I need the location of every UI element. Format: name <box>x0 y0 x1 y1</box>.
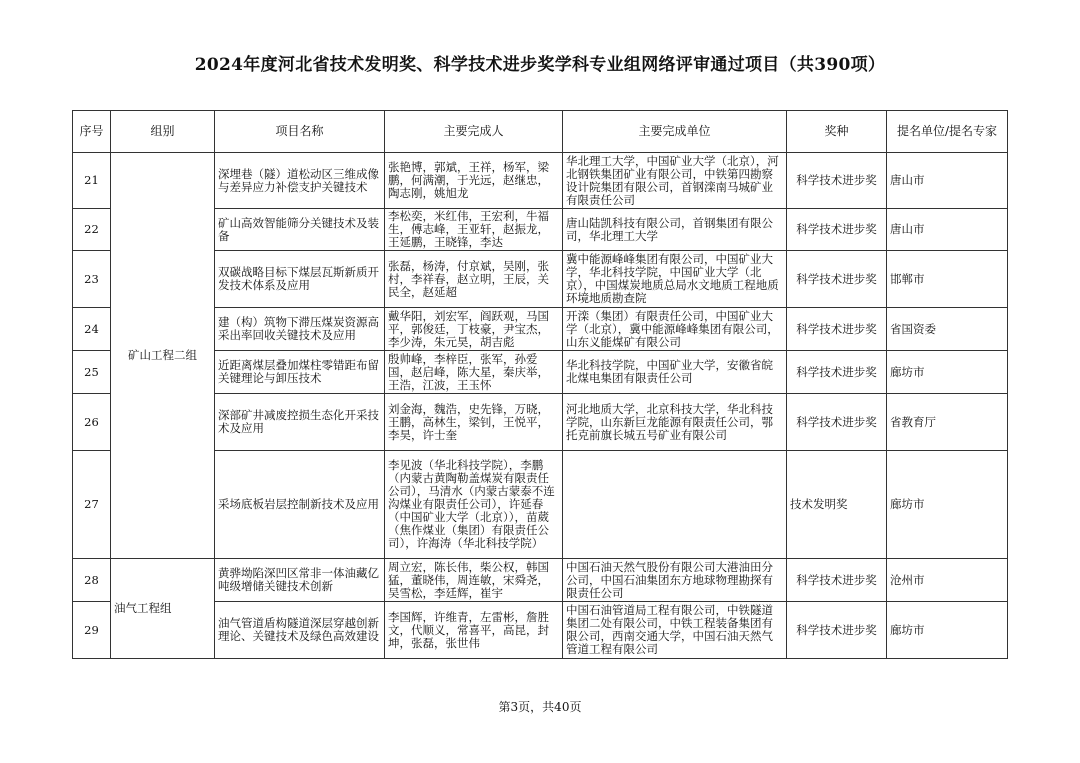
header-award: 奖种 <box>787 111 887 153</box>
row-award: 科学技术进步奖 <box>787 351 887 394</box>
table-row <box>73 153 1008 209</box>
row-award: 科学技术进步奖 <box>787 308 887 351</box>
row-people: 张艳博，郭斌，王祥，杨军，梁鹏，何满潮，于光远，赵继忠，陶志刚，姚旭龙 <box>385 153 563 209</box>
group-cell: 油气工程组 <box>111 559 215 659</box>
row-project: 双碳战略目标下煤层瓦斯新质开发技术体系及应用 <box>215 251 385 308</box>
row-units: 中国石油天然气股份有限公司大港油田分公司，中国石油集团东方地球物理勘探有限责任公司 <box>563 559 787 602</box>
row-project: 黄骅坳陷深凹区常非一体油藏亿吨级增储关键技术创新 <box>215 559 385 602</box>
row-nominator: 沧州市 <box>887 559 1008 602</box>
row-units: 开滦（集团）有限责任公司，中国矿业大学（北京），冀中能源峰峰集团有限公司，山东义能煤矿有限公司 <box>563 308 787 351</box>
table-header-row <box>73 111 1008 153</box>
row-no: 29 <box>73 602 111 659</box>
row-people: 殷帅峰，李梓臣，张军，孙爱国，赵启峰，陈大星，秦庆举，王浩，江波，王玉怀 <box>385 351 563 394</box>
row-units <box>563 451 787 559</box>
table-row <box>73 559 1008 602</box>
row-people: 周立宏，陈长伟，柴公权，韩国猛，董晓伟，周连敏，宋舜尧，吴雪松，李廷辉，崔宇 <box>385 559 563 602</box>
row-units: 中国石油管道局工程有限公司，中铁隧道集团二处有限公司，中铁工程装备集团有限公司，西南交通大学，中国石油天然气管道工程有限公司 <box>563 602 787 659</box>
row-nominator: 唐山市 <box>887 209 1008 251</box>
row-units: 冀中能源峰峰集团有限公司，中国矿业大学，华北科技学院，中国矿业大学（北京），中国煤炭地质总局水文地质工程地质环境地质勘查院 <box>563 251 787 308</box>
row-units: 唐山陆凯科技有限公司，首钢集团有限公司，华北理工大学 <box>563 209 787 251</box>
row-project: 近距离煤层叠加煤柱零错距布留关键理论与卸压技术 <box>215 351 385 394</box>
row-nominator: 邯郸市 <box>887 251 1008 308</box>
row-award: 科学技术进步奖 <box>787 602 887 659</box>
row-award: 科学技术进步奖 <box>787 153 887 209</box>
row-no: 25 <box>73 351 111 394</box>
row-award: 科学技术进步奖 <box>787 251 887 308</box>
row-project: 深埋巷（隧）道松动区三维成像与差异应力补偿支护关键技术 <box>215 153 385 209</box>
row-award: 技术发明奖 <box>787 451 887 559</box>
row-project: 油气管道盾构隧道深层穿越创新理论、关键技术及绿色高效建设 <box>215 602 385 659</box>
row-nominator: 廊坊市 <box>887 602 1008 659</box>
header-project: 项目名称 <box>215 111 385 153</box>
projects-table <box>72 110 1008 659</box>
row-no: 23 <box>73 251 111 308</box>
row-units: 河北地质大学，北京科技大学，华北科技学院，山东新巨龙能源有限责任公司，鄂托克前旗长城五号矿业有限公司 <box>563 394 787 451</box>
row-nominator: 廊坊市 <box>887 451 1008 559</box>
row-nominator: 唐山市 <box>887 153 1008 209</box>
row-project: 矿山高效智能筛分关键技术及装备 <box>215 209 385 251</box>
row-nominator: 省教育厅 <box>887 394 1008 451</box>
row-project: 建（构）筑物下滞压煤炭资源高采出率回收关键技术及应用 <box>215 308 385 351</box>
row-people: 李松奕，米红伟，王宏利，牛福生，傅志峰，王亚轩，赵振龙，王延鹏，王晓锋，李达 <box>385 209 563 251</box>
row-people: 张磊，杨涛，付京斌，吴刚，张村，李祥春，赵立明，王辰，关民全，赵延超 <box>385 251 563 308</box>
row-units: 华北科技学院，中国矿业大学，安徽省皖北煤电集团有限责任公司 <box>563 351 787 394</box>
row-no: 22 <box>73 209 111 251</box>
row-nominator: 省国资委 <box>887 308 1008 351</box>
group-cell: 矿山工程二组 <box>111 153 215 559</box>
row-project: 采场底板岩层控制新技术及应用 <box>215 451 385 559</box>
row-people: 李国辉，许维青，左雷彬，詹胜文，代顺义，常喜平，高昆，封坤，张磊，张世伟 <box>385 602 563 659</box>
header-people: 主要完成人 <box>385 111 563 153</box>
row-no: 26 <box>73 394 111 451</box>
row-award: 科学技术进步奖 <box>787 559 887 602</box>
header-group: 组别 <box>111 111 215 153</box>
row-people: 刘金海，魏浩，史先锋，万晓，王鹏，高林生，梁钊，王悦平，李昊，许士奎 <box>385 394 563 451</box>
row-no: 21 <box>73 153 111 209</box>
header-units: 主要完成单位 <box>563 111 787 153</box>
row-people: 李见波（华北科技学院），李鹏（内蒙古黄陶勒盖煤炭有限责任公司），马清水（内蒙古蒙泰不连沟煤业有限责任公司），许延春（中国矿业大学（北京）），苗葳（焦作煤业（集团）有限责任公司），许海涛（华北科技学院） <box>385 451 563 559</box>
header-no: 序号 <box>73 111 111 153</box>
row-project: 深部矿井减废控损生态化开采技术及应用 <box>215 394 385 451</box>
row-people: 戴华阳，刘宏军，阎跃观，马国平，郭俊廷，丁枝豪，尹宝杰，李少涛，朱元昊，胡吉彪 <box>385 308 563 351</box>
page-title: 2024年度河北省技术发明奖、科学技术进步奖学科专业组网络评审通过项目（共390项） <box>194 55 886 75</box>
header-nominator: 提名单位/提名专家 <box>887 111 1008 153</box>
row-award: 科学技术进步奖 <box>787 209 887 251</box>
row-award: 科学技术进步奖 <box>787 394 887 451</box>
row-no: 24 <box>73 308 111 351</box>
page-footer: 第3页，共40页 <box>498 700 582 714</box>
row-nominator: 廊坊市 <box>887 351 1008 394</box>
row-no: 28 <box>73 559 111 602</box>
row-no: 27 <box>73 451 111 559</box>
row-units: 华北理工大学，中国矿业大学（北京），河北钢铁集团矿业有限公司，中铁第四勘察设计院集团有限公司，首钢滦南马城矿业有限责任公司 <box>563 153 787 209</box>
